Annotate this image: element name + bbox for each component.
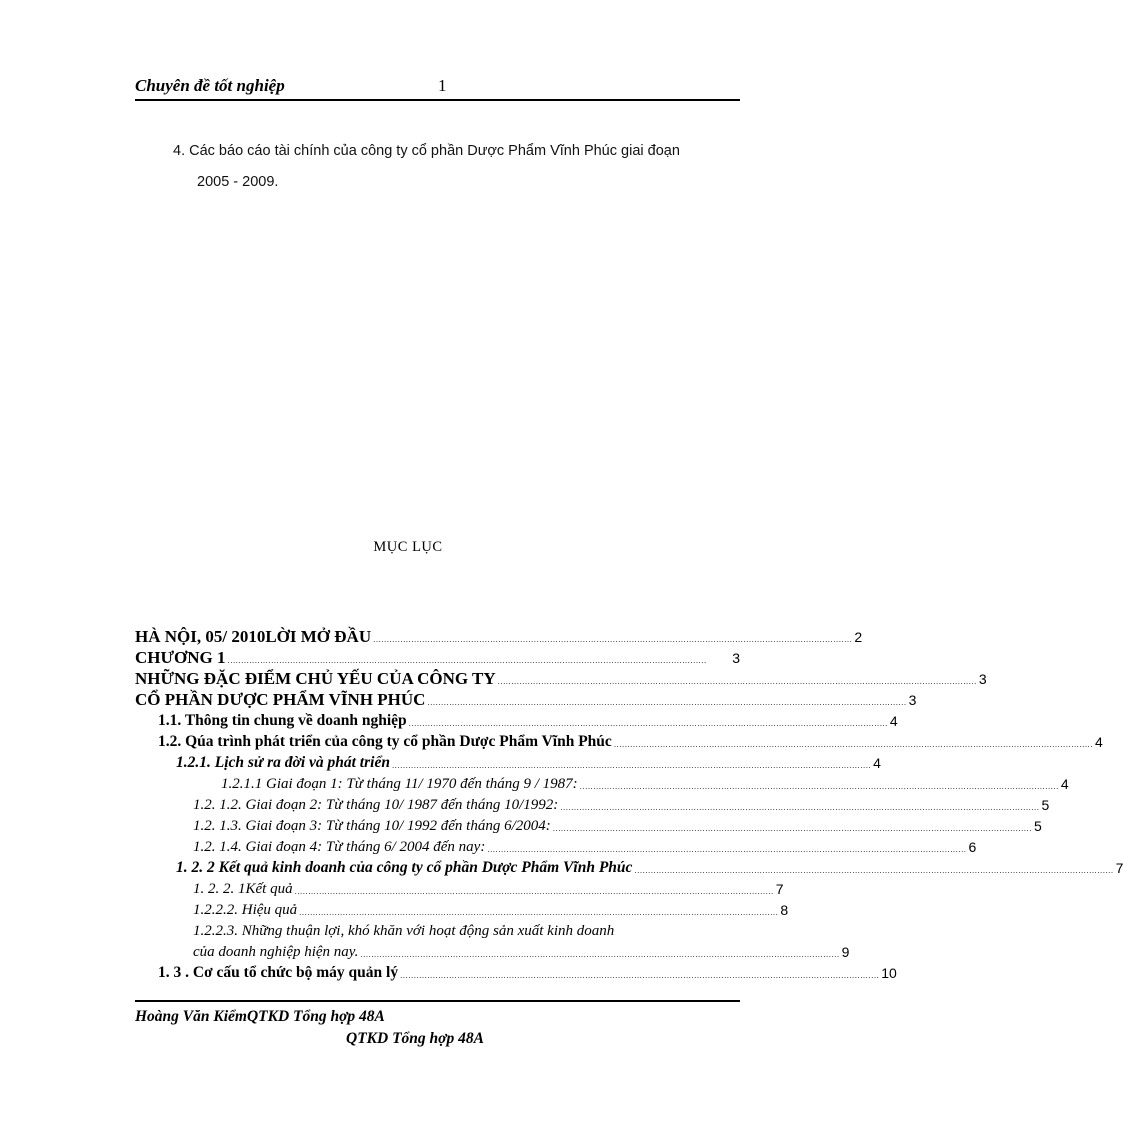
body-line-1: 4. Các báo cáo tài chính của công ty cổ phần Dược Phẩm Vĩnh Phúc giai đoạn	[173, 143, 680, 159]
toc-leader: ................................................................................................................................................................................	[360, 950, 840, 959]
toc-entry-page: 3	[978, 671, 987, 687]
toc-entry-page: 5	[1041, 797, 1050, 813]
footer-author: Hoàng Văn KiểmQTKD Tổng hợp 48A	[135, 1008, 385, 1025]
toc-entry[interactable]	[135, 669, 987, 689]
toc-entry-page: 3	[732, 650, 740, 666]
toc-entry[interactable]	[193, 879, 784, 899]
toc-leader: ................................................................................................................................................................................	[487, 845, 967, 854]
toc-entry-text: 1.2.1.1 Giai đoạn 1: Từ tháng 11/ 1970 đến tháng 9 / 1987:	[221, 776, 578, 792]
toc-entry-page: 6	[968, 839, 977, 855]
toc-entry-page: 2	[854, 629, 863, 645]
toc-entry[interactable]	[135, 627, 863, 647]
toc-entry[interactable]	[193, 942, 850, 962]
toc-entry[interactable]	[176, 753, 881, 773]
toc-leader: ................................................................................................................................................................................	[552, 824, 1032, 833]
toc-entry-text: của doanh nghiệp hiện nay.	[193, 944, 359, 960]
toc-title: MỤC LỤC	[373, 539, 443, 555]
toc-leader: ................................................................................................................................................................................	[400, 971, 880, 980]
header-page-number: 1	[438, 76, 447, 95]
toc-entry-page: 9	[841, 944, 850, 960]
toc-entry-page: 10	[881, 965, 897, 981]
toc-leader: ................................................................................................................................................................................	[613, 740, 1093, 749]
toc-entry-text: 1.2. 1.3. Giai đoạn 3: Từ tháng 10/ 1992 đến tháng 6/2004:	[193, 818, 551, 834]
toc-entry-text: 1. 2. 2. 1Kết quả	[193, 881, 293, 897]
toc-leader: ................................................................................................................................................................................	[299, 908, 779, 917]
footer-class: QTKD Tổng hợp 48A	[346, 1030, 484, 1047]
toc-leader: ................................................................................................................................................................................	[373, 635, 853, 644]
toc-entry[interactable]	[193, 837, 977, 857]
toc-entry-text: HÀ NỘI, 05/ 2010LỜI MỞ ĐẦU	[135, 627, 372, 646]
toc-leader: ................................................................................................................................................................................	[579, 782, 1059, 791]
toc-entry-page: 7	[1115, 860, 1123, 876]
toc-entry[interactable]	[193, 795, 1050, 815]
toc-leader: ................................................................................................................................................................................	[408, 719, 888, 728]
toc-entry[interactable]	[135, 690, 917, 710]
toc-leader: ................................................................................................................................................................................	[391, 761, 872, 770]
toc-leader: ................................................................................................................................................................................	[497, 677, 977, 686]
toc-entry[interactable]	[176, 858, 1123, 878]
toc-leader: ................................................................................................................................................................................	[560, 803, 1040, 812]
toc-entry-page: 4	[873, 755, 881, 771]
toc-entry-text: 1.2.2.2. Hiệu quả	[193, 902, 298, 918]
toc-entry-page: 3	[908, 692, 917, 708]
toc-entry[interactable]	[158, 711, 898, 731]
toc-entry-page: 4	[1095, 734, 1103, 750]
toc-entry-text: 1.2.2.3. Những thuận lợi, khó khăn với hoạt động sản xuất kinh doanh	[193, 923, 615, 939]
toc-entry-text: NHỮNG ĐẶC ĐIỂM CHỦ YẾU CỦA CÔNG TY	[135, 669, 496, 688]
header-rule	[135, 99, 740, 101]
toc-entry[interactable]	[158, 963, 897, 983]
toc-entry-text: 1. 2. 2 Kết quả kinh doanh của công ty cổ phần Dược Phẩm Vĩnh Phúc	[176, 859, 633, 876]
toc-leader: ................................................................................................................................................................................	[427, 698, 907, 707]
header-title: Chuyên đề tốt nghiệp	[135, 76, 285, 95]
toc-entry-text: 1.2. 1.4. Giai đoạn 4: Từ tháng 6/ 2004 đến nay:	[193, 839, 486, 855]
toc-leader: ................................................................................................................................................................................	[294, 887, 774, 896]
toc-entry-page: 7	[775, 881, 784, 897]
toc-entry[interactable]	[158, 732, 1103, 752]
toc-entry[interactable]	[193, 900, 789, 920]
toc-entry[interactable]	[193, 816, 1042, 836]
body-line-2: 2005 - 2009.	[197, 174, 279, 190]
footer-rule	[135, 1000, 740, 1002]
toc-entry-text: 1.1. Thông tin chung về doanh nghiệp	[158, 712, 407, 729]
toc-entry[interactable]	[221, 774, 1069, 794]
toc-entry[interactable]	[135, 648, 740, 668]
toc-entry[interactable]	[193, 921, 740, 941]
toc-leader: ................................................................................................................................................................................	[227, 656, 707, 665]
toc-entry-text: 1.2.1. Lịch sử ra đời và phát triển	[176, 754, 390, 771]
toc-entry-text: 1. 3 . Cơ cấu tổ chức bộ máy quản lý	[158, 964, 399, 981]
toc-entry-page: 8	[780, 902, 789, 918]
toc-entry-text: 1.2. 1.2. Giai đoạn 2: Từ tháng 10/ 1987 đến tháng 10/1992:	[193, 797, 559, 813]
toc-entry-page: 5	[1033, 818, 1042, 834]
toc-leader: ................................................................................................................................................................................	[634, 866, 1114, 875]
toc-entry-text: 1.2. Qúa trình phát triển của công ty cổ phần Dược Phẩm Vĩnh Phúc	[158, 733, 612, 750]
toc-entry-text: CHƯƠNG 1	[135, 648, 226, 667]
toc-entry-text: CỔ PHẦN DƯỢC PHẨM VĨNH PHÚC	[135, 690, 426, 709]
toc-entry-page: 4	[889, 713, 898, 729]
toc-entry-page: 4	[1060, 776, 1069, 792]
